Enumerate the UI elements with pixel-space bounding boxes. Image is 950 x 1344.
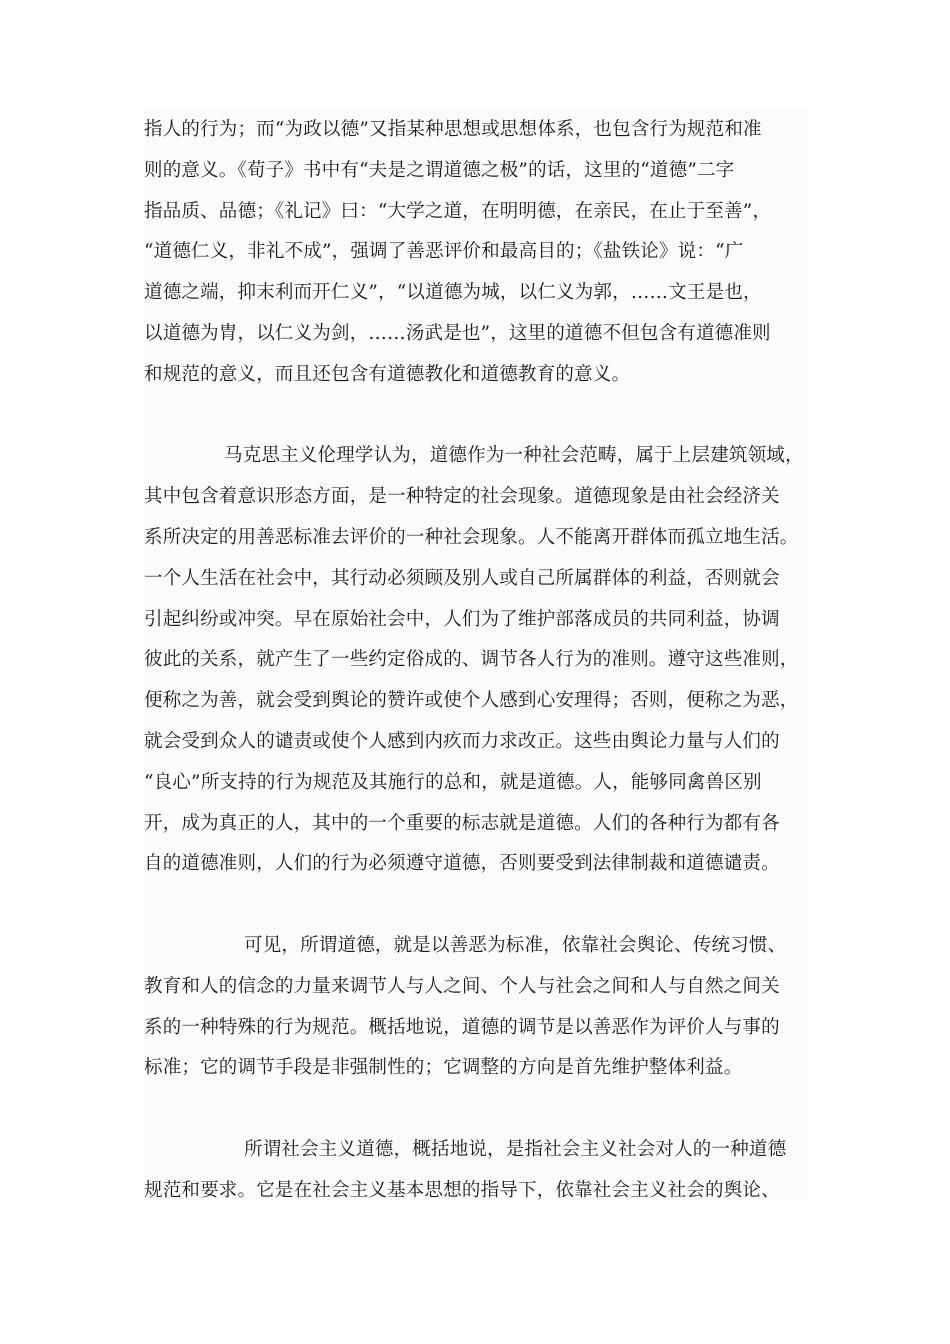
paragraph-gap — [144, 1089, 808, 1130]
text-line: 一个人生活在社会中，其行动必须顾及别人或自己所属群体的利益，否则就会 — [144, 567, 780, 589]
text-line: “良心”所支持的行为规范及其施行的总和，就是道德。人，能够同禽兽区别 — [144, 771, 762, 793]
text-line: 其中包含着意识形态方面，是一种特定的社会现象。道德现象是由社会经济关 — [144, 486, 780, 508]
text-line: 可见，所谓道德，就是以善恶为标准，依靠社会舆论、传统习惯、 — [244, 934, 787, 956]
paragraph-1 — [144, 110, 808, 396]
text-line: 系的一种特殊的行为规范。概括地说，道德的调节是以善恶作为评价人与事的 — [144, 1016, 780, 1038]
paragraph-4 — [144, 1130, 808, 1200]
text-line: “道德仁义，非礼不成”，强调了善恶评价和最高目的；《盐铁论》说：“广 — [144, 241, 744, 263]
text-line: 则的意义。《荀子》书中有“夫是之谓道德之极”的话，这里的“道德”二字 — [144, 159, 735, 181]
text-line: 规范和要求。它是在社会主义基本思想的指导下，依靠社会主义社会的舆论、 — [144, 1179, 780, 1200]
text-line: 系所决定的用善恶标准去评价的一种社会现象。人不能离开群体而孤立地生活。 — [144, 526, 799, 548]
text-line: 和规范的意义，而且还包含有道德教化和道德教育的意义。 — [144, 363, 631, 385]
text-line: 引起纠纷或冲突。早在原始社会中，人们为了维护部落成员的共同利益，协调 — [144, 608, 780, 630]
paragraph-gap — [144, 396, 808, 437]
paragraph-gap — [144, 885, 808, 926]
text-line: 标准；它的调节手段是非强制性的；它调整的方向是首先维护整体利益。 — [144, 1057, 743, 1079]
text-line: 以道德为胄，以仁义为剑，……汤武是也”，这里的道德不但包含有道德准则 — [144, 322, 771, 344]
text-line: 指人的行为；而“为政以德”又指某种思想或思想体系，也包含行为规范和准 — [144, 119, 762, 140]
paragraph-3 — [144, 926, 808, 1089]
text-line: 开，成为真正的人，其中的一个重要的标志就是道德。人们的各种行为都有各 — [144, 812, 780, 834]
paragraph-2 — [144, 436, 808, 885]
text-line: 教育和人的信念的力量来调节人与人之间、个人与社会之间和人与自然之间关 — [144, 975, 780, 997]
text-line: 马克思主义伦理学认为，道德作为一种社会范畴，属于上层建筑领域， — [224, 445, 804, 467]
text-line: 便称之为善，就会受到舆论的赞许或使个人感到心安理得；否则，便称之为恶， — [144, 690, 799, 712]
text-body — [144, 110, 808, 1200]
text-line: 指品质、品德；《礼记》曰：“大学之道，在明明德，在亲民，在止于至善”， — [144, 200, 772, 222]
text-line: 彼此的关系，就产生了一些约定俗成的、调节各人行为的准则。遵守这些准则， — [144, 649, 799, 671]
text-line: 就会受到众人的谴责或使个人感到内疚而力求改正。这些由舆论力量与人们的 — [144, 730, 780, 752]
text-line: 自的道德准则，人们的行为必须遵守道德，否则要受到法律制裁和道德谴责。 — [144, 853, 780, 875]
text-line: 道德之端，抑末利而开仁义”，“以道德为城，以仁义为郭，……文王是也， — [144, 282, 762, 304]
text-line: 所谓社会主义道德，概括地说，是指社会主义社会对人的一种道德 — [244, 1138, 787, 1160]
